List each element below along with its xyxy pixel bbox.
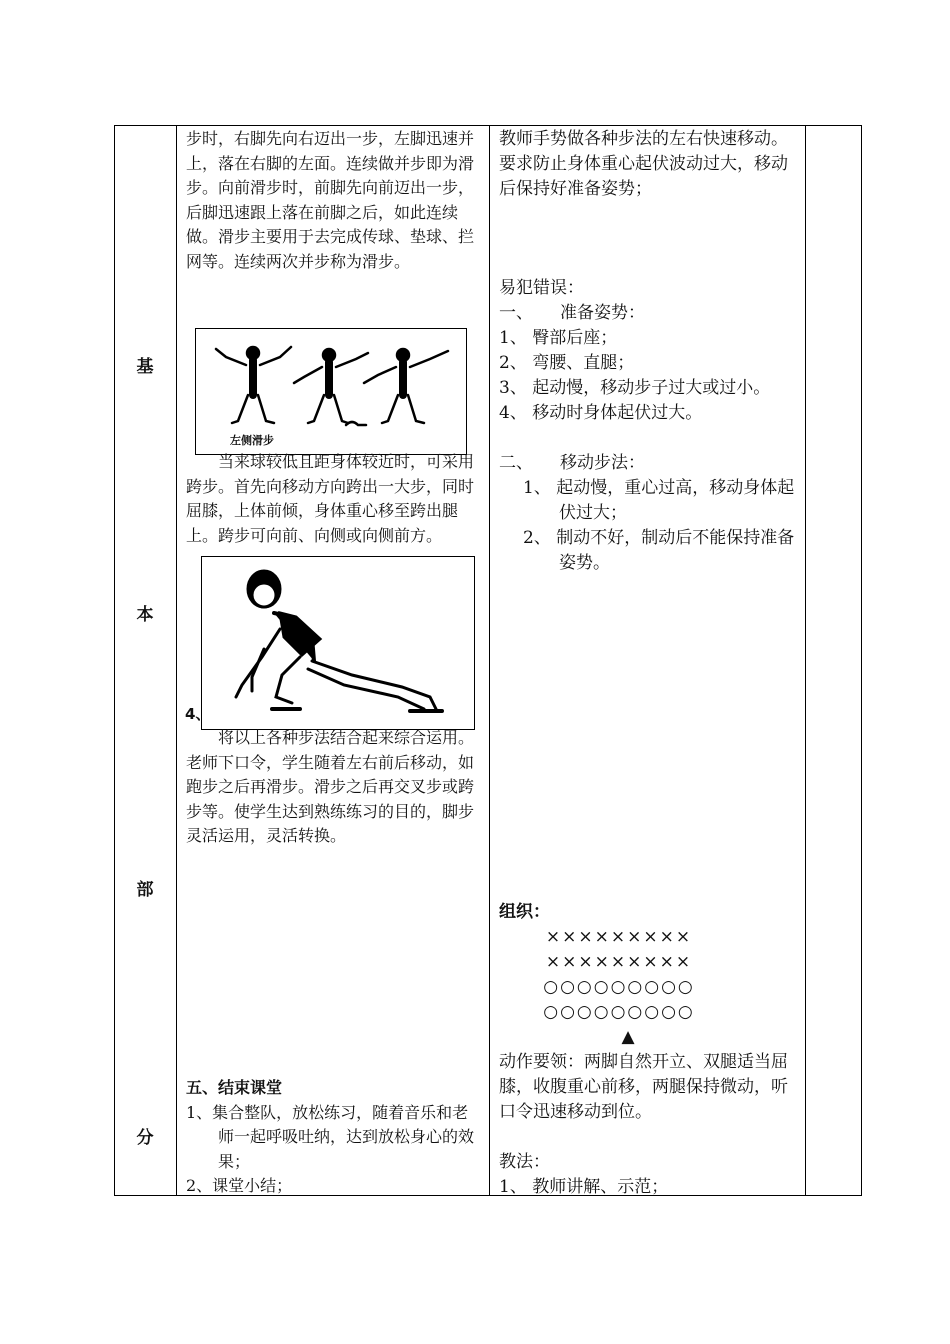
lesson-table bbox=[114, 125, 862, 1196]
error-item: 4、 移动时身体起伏过大。 bbox=[499, 403, 703, 423]
common-errors bbox=[499, 276, 799, 576]
section-char: 分 bbox=[136, 1128, 154, 1148]
column-divider bbox=[489, 126, 490, 1195]
formation-row: ××××××××× bbox=[545, 952, 693, 972]
formation-row: ○○○○○○○○○ bbox=[543, 977, 695, 997]
content-text bbox=[186, 450, 482, 548]
section-char: 部 bbox=[136, 880, 154, 900]
lunge-step-figure-icon bbox=[202, 557, 474, 729]
lunge-step-figure bbox=[201, 556, 475, 730]
closing-item: 1、集合整队，放松练习，随着音乐和老师一起呼吸吐纳，达到放松身心的效果； bbox=[186, 1102, 475, 1171]
error-group-title: 一、 准备姿势： bbox=[499, 303, 646, 323]
item-number: 4、 bbox=[185, 705, 211, 723]
content-text bbox=[186, 127, 482, 274]
closing-section bbox=[186, 1076, 482, 1199]
paragraph-combined-steps: 将以上各种步法结合起来综合运用。老师下口令，学生随着左右前后移动，如跑步之后再滑步。滑步之后再交叉步或跨步等。使学生达到熟练练习的目的，脚步灵活运用，灵活转换。 bbox=[186, 728, 475, 845]
content-text bbox=[186, 726, 482, 849]
error-item: 1、 臀部后座； bbox=[499, 328, 618, 348]
organization-title: 组织： bbox=[499, 902, 550, 922]
action-essentials: 动作要领：两脚自然开立、双腿适当屈膝，收腹重心前移，两腿保持微动，听口令迅速移动到位。 bbox=[499, 1052, 788, 1122]
organization bbox=[499, 900, 799, 1200]
section-char: 本 bbox=[136, 605, 154, 625]
teacher-marker-icon: ▲ bbox=[621, 1027, 637, 1047]
formation-row: ××××××××× bbox=[545, 927, 693, 947]
closing-item: 2、课堂小结； bbox=[186, 1176, 293, 1195]
section-char: 基 bbox=[136, 357, 154, 377]
formation-diagram bbox=[499, 925, 739, 1050]
formation-row: ○○○○○○○○○ bbox=[543, 1002, 695, 1022]
errors-title: 易犯错误： bbox=[499, 278, 584, 298]
method-item: 1、 教师讲解、示范； bbox=[499, 1177, 669, 1197]
error-item: 3、 起动慢，移动步子过大或过小。 bbox=[499, 378, 771, 398]
closing-title: 五、结束课堂 bbox=[186, 1078, 283, 1097]
figure-caption: 左侧滑步 bbox=[230, 434, 274, 447]
teacher-gesture-note: 教师手势做各种步法的左右快速移动。要求防止身体重心起伏波动过大，移动后保持好准备姿势； bbox=[499, 129, 788, 199]
column-divider bbox=[176, 126, 177, 1195]
paragraph-slide-step: 步时，右脚先向右迈出一步，左脚迅速并上，落在右脚的左面。连续做并步即为滑步。向前滑步时，前脚先向前迈出一步，后脚迅速跟上落在前脚之后，如此连续做。滑步主要用于去完成传球、垫球、拦网等。连续两次并步称为滑步。 bbox=[186, 129, 475, 271]
error-item: 2、 弯腰、直腿； bbox=[499, 353, 635, 373]
method-title: 教法： bbox=[499, 1152, 550, 1172]
error-group-title: 二、 移动步法： bbox=[499, 453, 646, 473]
error-item: 2、 制动不好，制动后不能保持准备姿势。 bbox=[523, 528, 795, 573]
teaching-notes bbox=[499, 127, 799, 202]
column-divider bbox=[805, 126, 806, 1195]
error-item: 1、 起动慢，重心过高，移动身体起伏过大； bbox=[523, 478, 795, 523]
paragraph-lunge-step: 当来球较低且距身体较近时，可采用跨步。首先向移动方向跨出一大步，同时屈膝，上体前倾，身体重心移至跨出腿上。跨步可向前、向侧或向侧前方。 bbox=[186, 452, 475, 545]
